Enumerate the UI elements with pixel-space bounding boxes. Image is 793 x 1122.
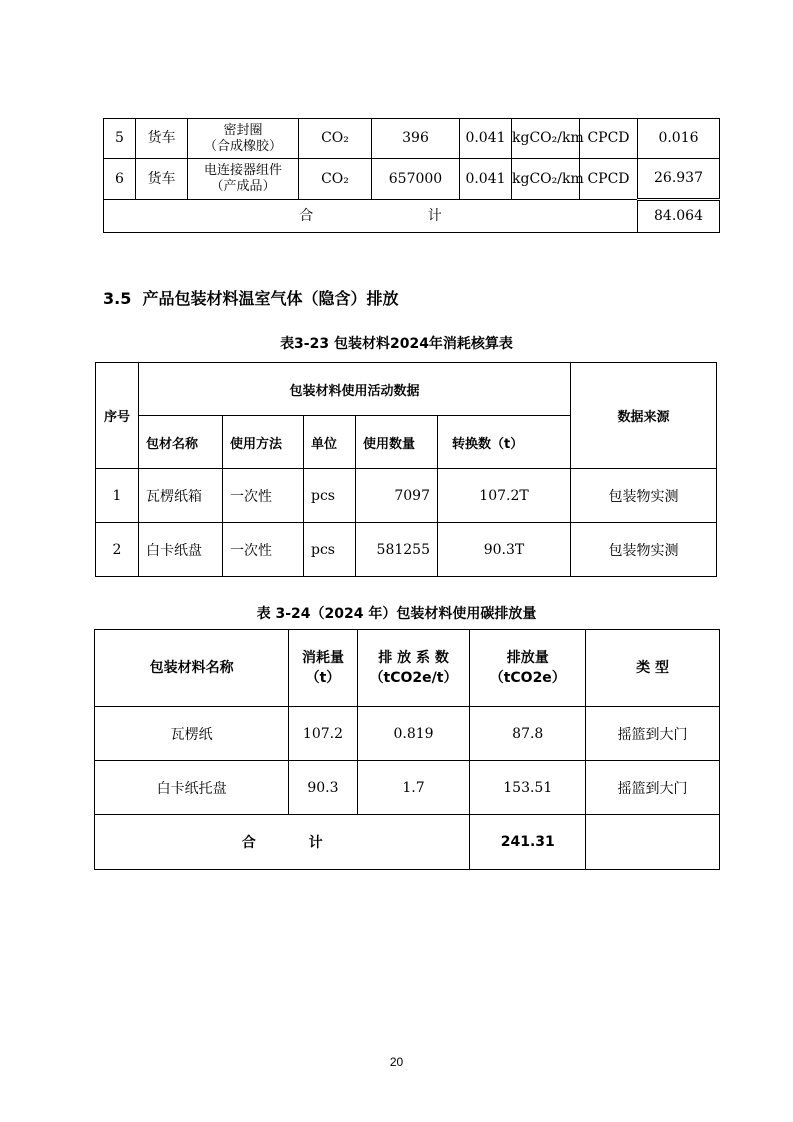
total-row [104,200,720,233]
section-title: 产品包装材料温室气体（隐含）排放 [142,289,399,308]
column-header: 类 型 [586,630,720,707]
row-number: 2 [96,523,139,577]
converted-cell: 90.3T [438,523,571,577]
table-row [96,469,717,523]
packaging-consumption-table [95,362,717,577]
factor-cell: 1.7 [357,761,470,815]
section-heading [103,286,399,309]
total-row [95,815,720,870]
emission-cell: 26.937 [638,159,720,200]
packaging-emission-table [94,629,720,870]
emission-cell: 87.8 [470,707,586,761]
row-number: 6 [104,159,136,200]
emission-cell: 153.51 [470,761,586,815]
gas-cell: CO₂ [299,159,372,200]
type-cell: 摇篮到大门 [586,761,720,815]
quantity-cell: 581255 [356,523,438,577]
column-header: 数据来源 [571,363,717,469]
section-number: 3.5 [103,289,132,308]
usage-method: 一次性 [223,523,304,577]
transport-emission-table [103,118,720,233]
distance-cell: 657000 [372,159,460,200]
column-header: 序号 [96,363,139,469]
unit-cell: kgCO₂/km [512,159,580,200]
row-number: 1 [96,469,139,523]
type-cell: 摇篮到大门 [586,707,720,761]
source-cell: 包装物实测 [571,523,717,577]
total-value: 241.31 [470,815,586,870]
column-header: 单位 [304,416,356,469]
factor-cell: 0.041 [460,119,512,159]
table-caption: 表3-23 包装材料2024年消耗核算表 [280,336,513,352]
column-header: 转换数（t） [438,416,571,469]
table-caption: 表 3-24（2024 年）包装材料使用碳排放量 [256,606,537,622]
unit-cell: pcs [304,469,356,523]
table-row [95,707,720,761]
source-cell: CPCD [580,159,638,200]
emission-cell: 0.016 [638,119,720,159]
consumption-cell: 90.3 [289,761,357,815]
table-row [95,761,720,815]
material-name: 瓦楞纸箱 [139,469,223,523]
unit-cell: kgCO₂/km [512,119,580,159]
item-cell: 电连接器组件 （产成品） [188,159,299,200]
total-type [586,815,720,870]
column-header: 包材名称 [139,416,223,469]
item-cell: 密封圈 （合成橡胶） [188,119,299,159]
material-name: 白卡纸托盘 [95,761,289,815]
vehicle-cell: 货车 [136,159,188,200]
total-label: 合 计 [95,815,470,870]
usage-method: 一次性 [223,469,304,523]
column-header: 排放量 （tCO2e） [470,630,586,707]
unit-cell: pcs [304,523,356,577]
header-row [96,363,717,416]
table-row [104,119,720,159]
column-header: 排 放 系 数 （tCO2e/t） [357,630,470,707]
material-name: 白卡纸盘 [139,523,223,577]
factor-cell: 0.041 [460,159,512,200]
gas-cell: CO₂ [299,119,372,159]
table-row [96,523,717,577]
page-number: 20 [389,1055,404,1069]
factor-cell: 0.819 [357,707,470,761]
source-cell: 包装物实测 [571,469,717,523]
consumption-cell: 107.2 [289,707,357,761]
distance-cell: 396 [372,119,460,159]
table-row [104,159,720,200]
material-name: 瓦楞纸 [95,707,289,761]
quantity-cell: 7097 [356,469,438,523]
converted-cell: 107.2T [438,469,571,523]
vehicle-cell: 货车 [136,119,188,159]
source-cell: CPCD [580,119,638,159]
column-header: 包装材料名称 [95,630,289,707]
row-number: 5 [104,119,136,159]
total-label: 合 计 [104,200,638,233]
total-value: 84.064 [638,200,720,233]
column-header: 使用数量 [356,416,438,469]
header-row [95,630,720,707]
column-group-header: 包装材料使用活动数据 [139,363,571,416]
column-header: 消耗量 （t） [289,630,357,707]
column-header: 使用方法 [223,416,304,469]
